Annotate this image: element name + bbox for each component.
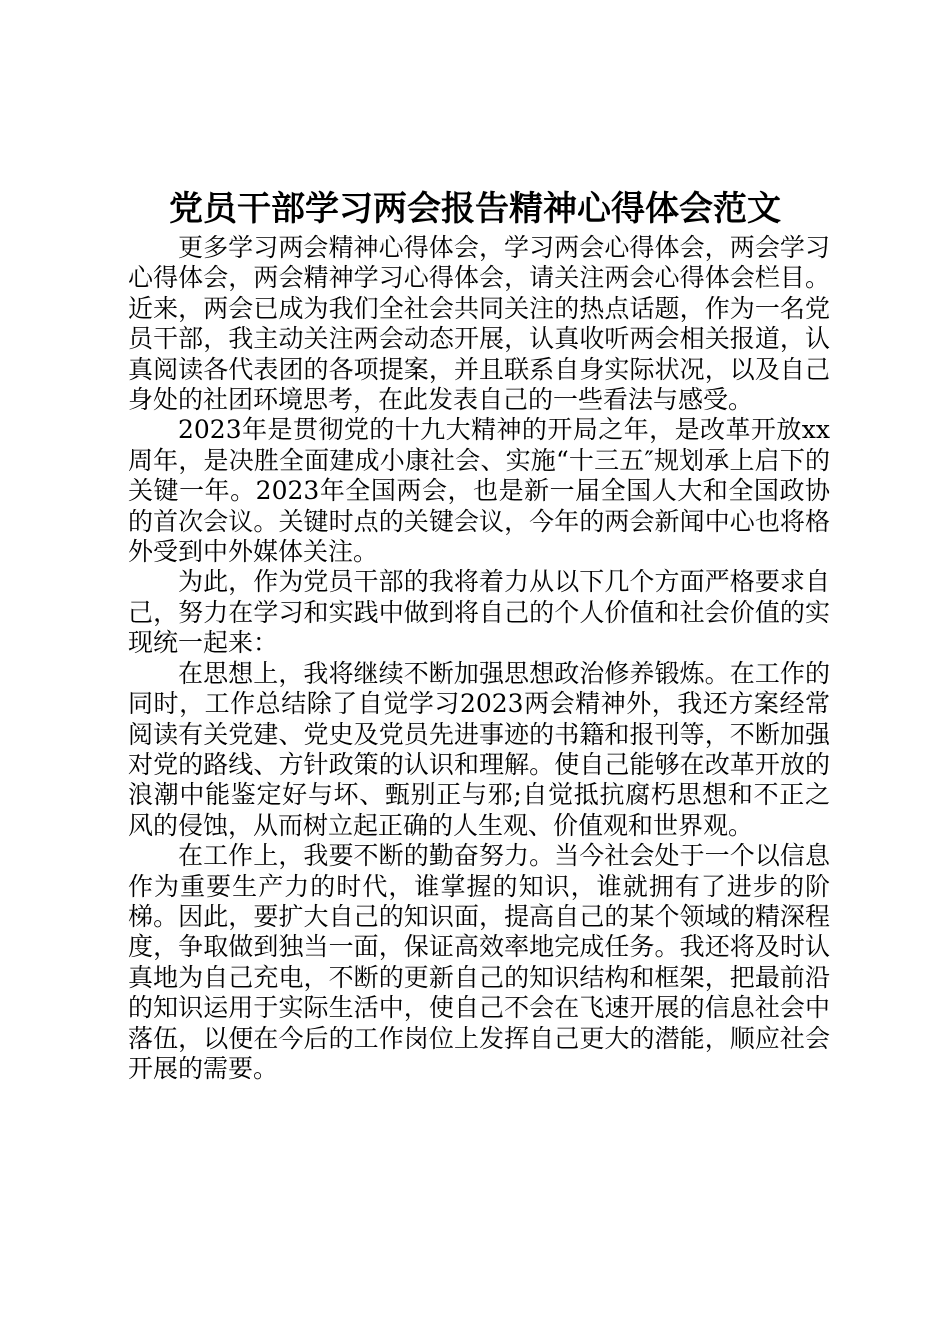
paragraph-intro: 更多学习两会精神心得体会，学习两会心得体会，两会学习心得体会，两会精神学习心得体会，请关注两会心得体会栏目。近来，两会已成为我们全社会共同关注的热点话题，作为一名党员干部，我主动关注两会动态开展，认真收听两会相关报道，认真阅读各代表团的各项提案，并且联系自身实际状况，以及自己身处的社团环境思考，在此发表自己的一些看法与感受。 <box>128 233 830 415</box>
paragraph-work: 在工作上，我要不断的勤奋努力。当今社会处于一个以信息作为重要生产力的时代，谁掌握的知识，谁就拥有了进步的阶梯。因此，要扩大自己的知识面，提高自己的某个领域的精深程度，争取做到独当一面，保证高效率地完成任务。我还将及时认真地为自己充电，不断的更新自己的知识结构和框架，把最前沿的知识运用于实际生活中，使自己不会在飞速开展的信息社会中落伍，以便在今后的工作岗位上发挥自己更大的潜能，顺应社会开展的需要。 <box>128 841 830 1083</box>
document-title: 党员干部学习两会报告精神心得体会范文 <box>169 189 781 229</box>
document-body <box>128 233 830 1084</box>
paragraph-thought: 在思想上，我将继续不断加强思想政治修养锻炼。在工作的同时，工作总结除了自觉学习2023两会精神外，我还方案经常阅读有关党建、党史及党员先进事迹的书籍和报刊等，不断加强对党的路线、方针政策的认识和理解。使自己能够在改革开放的浪潮中能鉴定好与坏、甄别正与邪;自觉抵抗腐朽思想和不正之风的侵蚀，从而树立起正确的人生观、价值观和世界观。 <box>128 658 830 840</box>
paragraph-requirements: 为此，作为党员干部的我将着力从以下几个方面严格要求自己，努力在学习和实践中做到将自己的个人价值和社会价值的实现统一起来： <box>128 567 830 658</box>
paragraph-2023: 2023年是贯彻党的十九大精神的开局之年，是改革开放xx周年，是决胜全面建成小康社会、实施“十三五″规划承上启下的关键一年。2023年全国两会，也是新一届全国人大和全国政协的首次会议。关键时点的关键会议，今年的两会新闻中心也将格外受到中外媒体关注。 <box>128 415 830 567</box>
